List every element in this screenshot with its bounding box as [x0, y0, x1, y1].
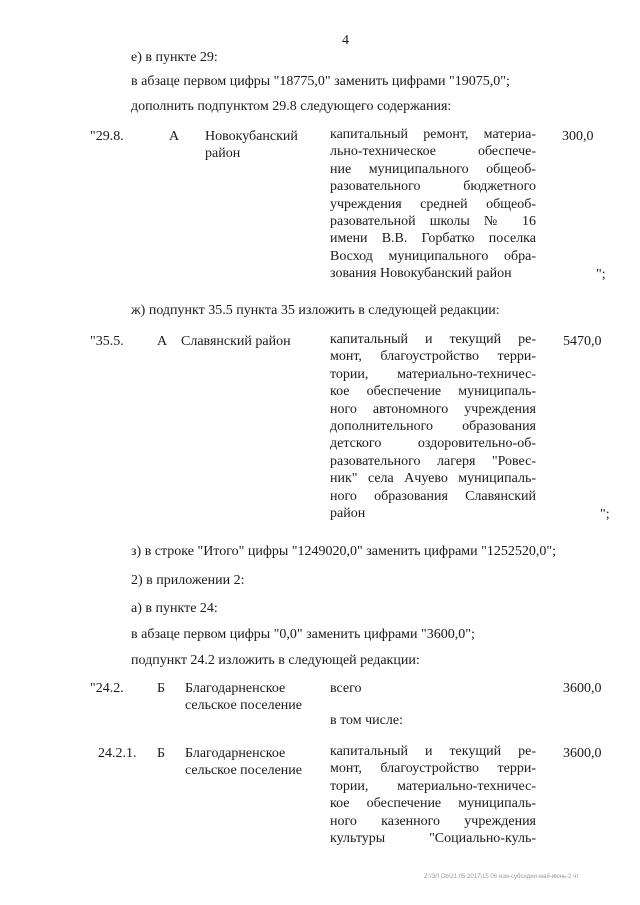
paragraph-a-2: подпункт 24.2 изложить в следующей редакции:	[131, 653, 420, 668]
paragraph-2: 2) в приложении 2:	[131, 573, 245, 588]
row-description: капитальный и текущий ре- монт, благоустройство терри- тории, материально-техничес- кое обеспечение муниципаль- ного автономного учреждения дополнительного образования детского оздоровительно-об- разовательного лагеря "Ровес- ник" села Ачуево муниципаль- ного образования Славянский район	[330, 332, 536, 521]
row-closing-quote: ";	[600, 507, 610, 522]
row-category: Б	[157, 681, 166, 696]
row-municipality: Новокубанский район	[205, 129, 298, 161]
paragraph-e-2: дополнить подпунктом 29.8 следующего содержания:	[131, 99, 452, 114]
paragraph-zh: ж) подпункт 35.5 пункта 35 изложить в следующей редакции:	[131, 303, 500, 318]
row-number: "35.5.	[90, 334, 124, 349]
paragraph-a: а) в пункте 24:	[131, 601, 218, 616]
row-closing-quote: ";	[596, 267, 606, 282]
paragraph-e: е) в пункте 29:	[131, 50, 218, 65]
row-municipality: Благодарненское сельское поселение	[185, 681, 302, 713]
row-number: 24.2.1.	[98, 746, 137, 761]
row-number: "29.8.	[90, 129, 124, 144]
row-description: капитальный и текущий ре- монт, благоустройство терри- тории, материально-техничес- кое обеспечение муниципаль- ного казенного учреждения культуры "Социально-куль-	[330, 744, 536, 846]
row-amount: 5470,0	[563, 334, 602, 349]
row-description: всего	[330, 681, 362, 696]
row-description: капитальный ремонт, материа- льно-техническое обеспече- ние муниципального общеоб- разовательного бюджетного учреждения средней общеоб- разовательной школы № 16 имени В.В. Горбатко поселка Восход муниципального обра- зования Новокубанский район	[330, 127, 536, 282]
row-number: "24.2.	[90, 681, 124, 696]
row-municipality: Благодарненское сельское поселение	[185, 746, 302, 778]
row-category: А	[157, 334, 168, 349]
page-number: 4	[342, 33, 349, 48]
row-amount: 300,0	[562, 129, 594, 144]
row-amount: 3600,0	[563, 681, 602, 696]
paragraph-a-1: в абзаце первом цифры "0,0" заменить цифрами "3600,0";	[131, 627, 475, 642]
row-amount: 3600,0	[563, 746, 602, 761]
footer-file-path: Z:\ЭЛ Ob\21.05.2017\15 06 изм-субсидии-май-июнь-2 чт	[424, 874, 579, 880]
row-category: Б	[157, 746, 166, 761]
paragraph-e-1: в абзаце первом цифры "18775,0" заменить цифрами "19075,0";	[131, 74, 510, 89]
row-subtitle: в том числе:	[330, 713, 403, 728]
paragraph-z: з) в строке "Итого" цифры "1249020,0" заменить цифрами "1252520,0";	[131, 544, 556, 559]
row-category: А	[169, 129, 180, 144]
row-municipality: Славянский район	[181, 334, 291, 349]
